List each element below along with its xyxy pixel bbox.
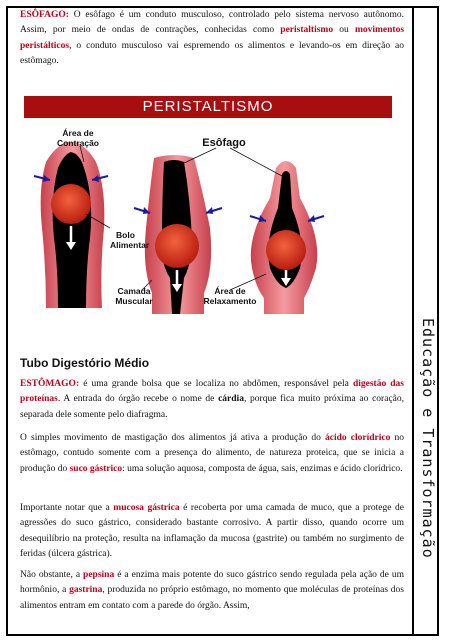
tube-contraction (41, 142, 105, 308)
acid-paragraph (20, 431, 404, 477)
text: : uma solução aquosa, composta de água, sais, enzimas e ácido clorídrico. (122, 463, 403, 474)
text: O simples movimento de mastigação dos alimentos já ativa a produção do (20, 433, 325, 443)
text: Importante notar que a (20, 503, 114, 513)
tube-relaxation (251, 161, 317, 314)
side-caption: Educação e Transformação (419, 318, 437, 559)
section-title: Tubo Digestório Médio (20, 356, 150, 370)
text: O esôfago é um conduto musculoso, controlado pelo sistema nervoso autônomo. Assim, por meio de ondas de contrações, conhecidas como (20, 10, 404, 36)
text: , o conduto musculoso vai espremendo os alimentos e levando-os em direção ao estômago. (20, 40, 404, 67)
keyword-pepsina: pepsina (83, 570, 115, 580)
text: , produzida no próprio estômago, no momento que moléculas de proteínas dos alimentos entram em contato com a parede do órgão. Assim, (20, 585, 404, 611)
label-bolus-line2: Alimentar (110, 240, 150, 250)
side-divider (412, 6, 414, 634)
label-bolus-line1: Bolo (116, 230, 135, 240)
mucosa-paragraph (20, 501, 404, 563)
text: no estômago, contudo somente com a presença do alimento, de natureza proteica, que se inicia a produção do (20, 433, 404, 474)
stomach-term: ESTÔMAGO: (20, 379, 80, 389)
esophagus-paragraph (20, 8, 404, 70)
text: Não obstante, a (20, 570, 84, 580)
keyword-digestao: digestão das proteínas (20, 379, 404, 405)
bolus (51, 184, 91, 224)
label-esophagus: Esôfago (202, 137, 246, 149)
keyword-movimentos: movimentos peristálticos (20, 25, 405, 51)
keyword-cardia: cárdia (218, 394, 244, 405)
label-contraction-line2: Contração (56, 138, 100, 148)
keyword-peristaltismo: peristaltismo (280, 25, 334, 36)
tube-middle (145, 155, 211, 314)
peristalsis-diagram (24, 118, 392, 314)
bolus (266, 230, 306, 270)
label-contraction-line1: Área de (62, 128, 94, 138)
text: é uma grande bolsa que se localiza no abdômen, responsável pela (79, 379, 353, 389)
esophagus-term: ESÔFAGO: (20, 10, 69, 20)
label-muscle-line2: Muscular (115, 296, 153, 306)
keyword-gastrina: gastrina (69, 585, 103, 596)
stomach-paragraph (20, 377, 404, 423)
label-muscle-line1: Camada (117, 286, 151, 296)
text: . A entrada do órgão recebe o nome de (57, 394, 219, 405)
keyword-acido: ácido clorídrico (325, 433, 391, 443)
bolus (155, 224, 199, 268)
label-relax-line1: Área de (214, 286, 246, 296)
peristalsis-banner: PERISTALTISMO (24, 96, 392, 118)
label-relax-line2: Relaxamento (203, 296, 257, 306)
text: é a enzima mais potente do suco gástrico sendo regulada pela ação de um hormônio, a (20, 570, 404, 596)
text: ou (333, 25, 355, 36)
text: é recoberta por uma camada de muco, que a protege de agressões do suco gástrico, considerado bastante corrosivo. A partir disso, quando ocorre um desequilíbrio na proteção, resulta na inflamação da mucosa (gastrite) ou também no surgimento de feridas (úlcera gástrica). (20, 503, 404, 560)
keyword-mucosa: mucosa gástrica (113, 503, 180, 513)
text: , porque fica muito próxima ao coração, separada dele somente pelo diafragma. (20, 394, 404, 420)
keyword-suco: suco gástrico (69, 463, 123, 474)
pepsin-paragraph (20, 568, 404, 614)
